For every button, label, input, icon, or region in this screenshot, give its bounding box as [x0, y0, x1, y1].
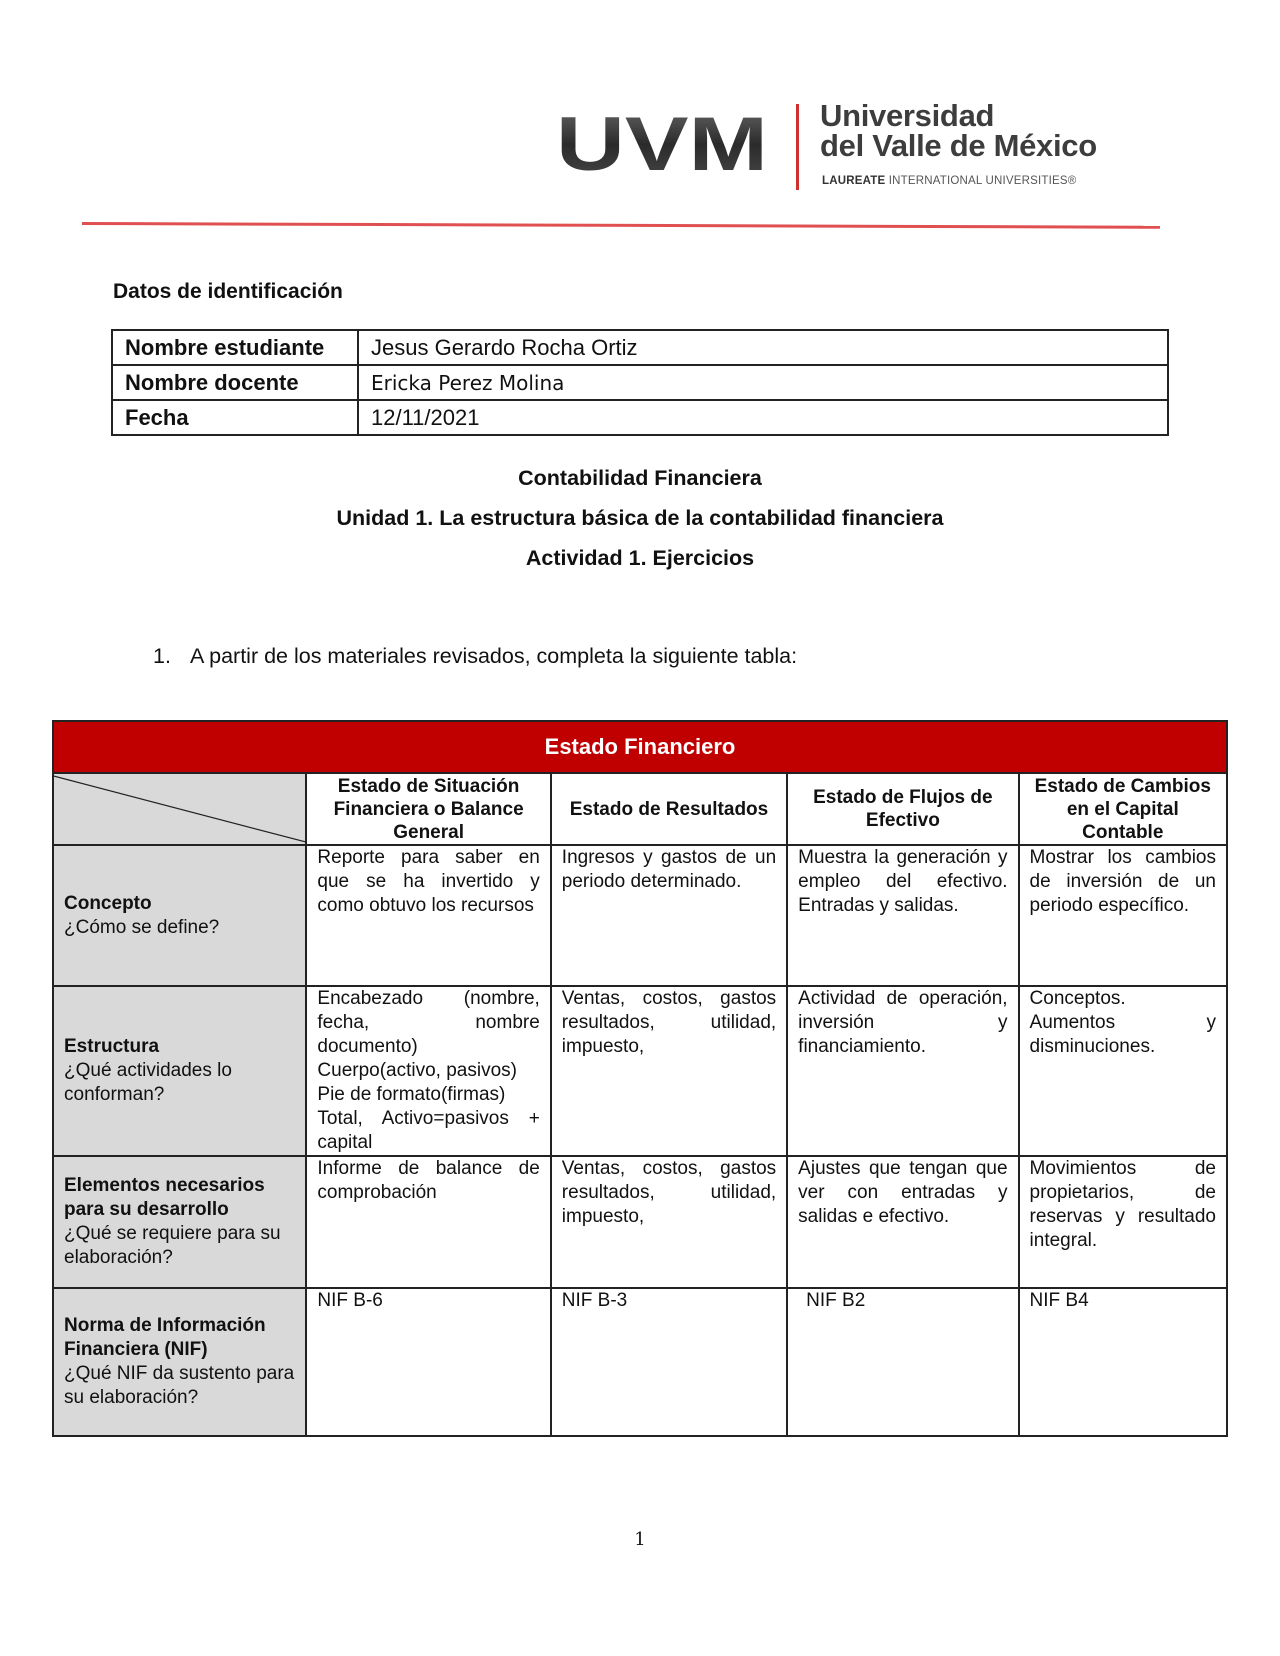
column-header: Estado de Flujos de Efectivo: [787, 773, 1018, 845]
activity-heading: Actividad 1. Ejercicios: [525, 546, 755, 570]
table-cell: Muestra la generación y empleo del efectivo. Entradas y salidas.: [787, 845, 1018, 986]
row-header: Elementos necesarios para su desarrollo ¿Qué se requiere para su elaboración?: [53, 1156, 306, 1288]
row-header: Estructura ¿Qué actividades lo conforman?: [53, 986, 306, 1156]
table-row: [112, 330, 1168, 365]
university-logo: [556, 98, 1116, 198]
table-cell: Informe de balance de comprobación: [306, 1156, 550, 1288]
course-heading: Contabilidad Financiera: [518, 466, 762, 490]
logo-university-name: Universidad: [820, 98, 995, 133]
identification-title: Datos de identificación: [113, 280, 343, 303]
table-cell: NIF B2: [787, 1288, 1018, 1436]
table-cell: Reporte para saber en que se ha invertido y como obtuvo los recursos: [306, 845, 550, 986]
svg-text:UVM: UVM: [556, 112, 768, 176]
date-value: 12/11/2021: [358, 400, 1168, 435]
table-cell: Movimientos de propietarios, de reservas y resultado integral.: [1019, 1156, 1227, 1288]
table-cell: Ingresos y gastos de un periodo determinado.: [551, 845, 787, 986]
identification-table: [111, 329, 1169, 436]
table-banner-row: [53, 721, 1227, 773]
instruction-number: 1.: [153, 644, 171, 668]
student-value: Jesus Gerardo Rocha Ortiz: [358, 330, 1168, 365]
table-cell: Ventas, costos, gastos resultados, utilidad, impuesto,: [551, 1156, 787, 1288]
row-header: Norma de Información Financiera (NIF) ¿Qué NIF da sustento para su elaboración?: [53, 1288, 306, 1436]
page-number: 1: [634, 1529, 646, 1550]
table-cell: NIF B-3: [551, 1288, 787, 1436]
table-cell: Ventas, costos, gastos resultados, utilidad, impuesto,: [551, 986, 787, 1156]
table-cell: Conceptos. Aumentos y disminuciones.: [1019, 986, 1227, 1156]
table-row: [53, 845, 1227, 986]
table-cell: NIF B4: [1019, 1288, 1227, 1436]
teacher-value: Ericka Perez Molina: [358, 365, 1168, 400]
table-row: [53, 986, 1227, 1156]
instruction: [153, 644, 797, 669]
table-cell: Mostrar los cambios de inversión de un periodo específico.: [1019, 845, 1227, 986]
column-header: Estado de Cambios en el Capital Contable: [1019, 773, 1227, 845]
table-row: [112, 365, 1168, 400]
table-cell: Encabezado (nombre, fecha, nombre documento) Cuerpo(activo, pasivos) Pie de formato(firmas) Total, Activo=pasivos + capital: [306, 986, 550, 1156]
table-cell: NIF B-6: [306, 1288, 550, 1436]
logo-university-name-2: del Valle de México: [820, 128, 1097, 163]
table-row: [112, 400, 1168, 435]
date-label: Fecha: [112, 400, 358, 435]
row-header: Concepto ¿Cómo se define?: [53, 845, 306, 986]
table-cell: Ajustes que tengan que ver con entradas y salidas e efectivo.: [787, 1156, 1018, 1288]
uvm-logo-icon: [556, 112, 776, 176]
instruction-text: A partir de los materiales revisados, completa la siguiente tabla:: [190, 644, 798, 668]
student-label: Nombre estudiante: [112, 330, 358, 365]
table-row: [53, 1288, 1227, 1436]
corner-cell: [53, 773, 306, 845]
logo-laureate: LAUREATE INTERNATIONAL UNIVERSITIES®: [822, 175, 1077, 187]
logo-separator: [796, 104, 799, 190]
financial-statements-table: [52, 720, 1228, 1437]
table-row: [53, 1156, 1227, 1288]
header-divider: [82, 222, 1160, 229]
diagonal-line-icon: [54, 774, 305, 844]
unit-heading: Unidad 1. La estructura básica de la contabilidad financiera: [336, 506, 944, 530]
table-cell: Actividad de operación, inversión y financiamiento.: [787, 986, 1018, 1156]
teacher-label: Nombre docente: [112, 365, 358, 400]
table-banner: Estado Financiero: [53, 721, 1227, 773]
column-header: Estado de Situación Financiera o Balance General: [306, 773, 550, 845]
column-header: Estado de Resultados: [551, 773, 787, 845]
table-header-row: [53, 773, 1227, 845]
